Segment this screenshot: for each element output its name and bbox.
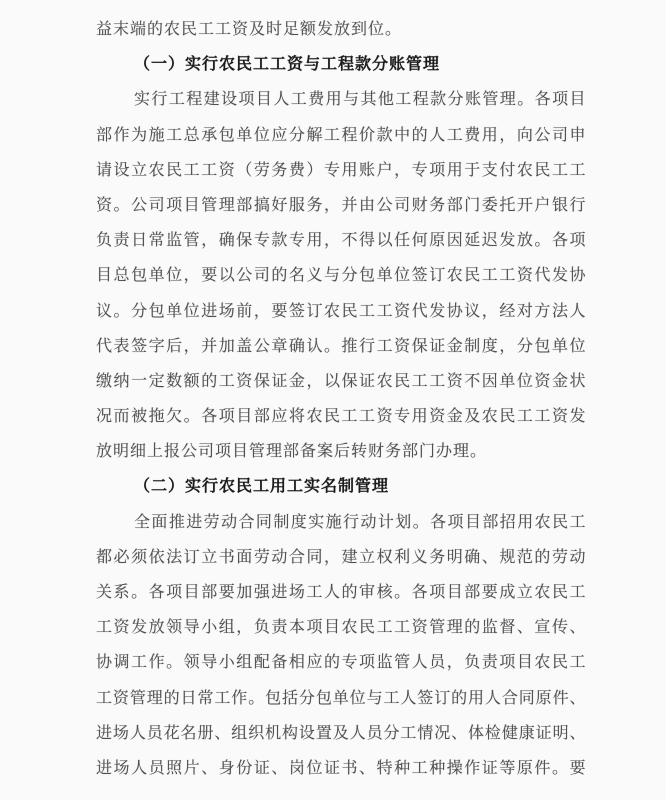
text-line: 目总包单位，要以公司的名义与分包单位签订农民工工资代发协 [96, 267, 586, 285]
section-heading: （二）实行农民工用工实名制管理 [134, 478, 390, 496]
text-line: 部作为施工总承包单位应分解工程价款中的人工费用，向公司申 [96, 126, 586, 144]
text-line: 议。分包单位进场前，要签订农民工工资代发协议，经对方法人 [96, 302, 586, 320]
text-line: 负责日常监管，确保专款专用，不得以任何原因延迟发放。各项 [96, 232, 586, 250]
text-line: 益末端的农民工工资及时足额发放到位。 [96, 21, 403, 38]
text-line: 协调工作。领导小组配备相应的专项监管人员，负责项目农民工 [96, 654, 586, 672]
text-line: 都必须依法订立书面劳动合同，建立权利义务明确、规范的劳动 [96, 548, 586, 566]
text-line: 实行工程建设项目人工费用与其他工程款分账管理。各项目 [134, 91, 586, 109]
document-page [96, 12, 586, 786]
text-line: 关系。各项目部要加强进场工人的审核。各项目部要成立农民工 [96, 584, 586, 601]
text-line: 进场人员花名册、组织机构设置及人员分工情况、体检健康证明、 [96, 724, 586, 742]
text-line: 进场人员照片、身份证、岗位证书、特种工种操作证等原件。要 [96, 759, 586, 777]
text-line: 请设立农民工工资（劳务费）专用账户，专项用于支付农民工工 [96, 161, 586, 179]
text-line: 况而被拖欠。各项目部应将农民工工资专用资金及农民工工资发 [96, 408, 586, 426]
text-line: 工资发放领导小组，负责本项目农民工工资管理的监督、宣传、 [96, 619, 586, 637]
text-line: 代表签字后，并加盖公章确认。推行工资保证金制度，分包单位 [96, 337, 586, 355]
section-heading: （一）实行农民工工资与工程款分账管理 [134, 56, 441, 74]
text-line: 全面推进劳动合同制度实施行动计划。各项目部招用农民工 [134, 513, 586, 531]
text-line: 工资管理的日常工作。包括分包单位与工人签订的用人合同原件、 [96, 689, 586, 707]
text-line: 缴纳一定数额的工资保证金，以保证农民工工资不因单位资金状 [96, 372, 586, 390]
text-line: 放明细上报公司项目管理部备案后转财务部门办理。 [96, 443, 488, 461]
text-line: 资。公司项目管理部搞好服务，并由公司财务部门委托开户银行 [96, 196, 586, 214]
